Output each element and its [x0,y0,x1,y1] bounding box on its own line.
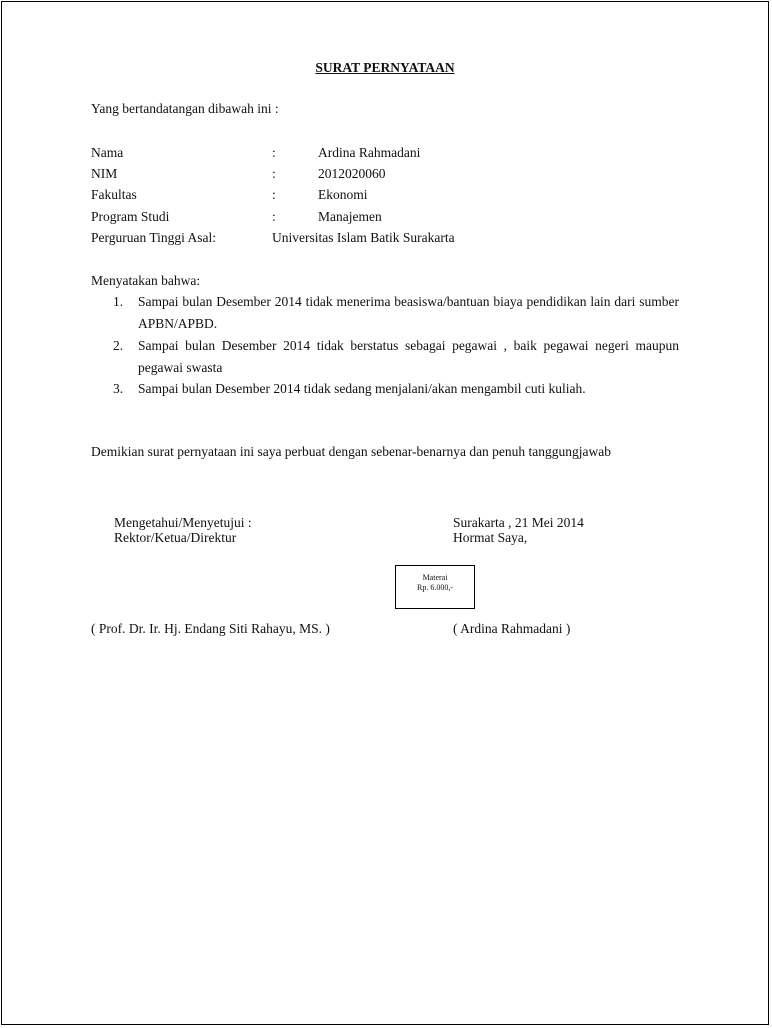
field-colon: : [272,145,276,160]
list-item-text: Sampai bulan Desember 2014 tidak menerima beasiswa/bantuan biaya pendidikan lain dari sumber APBN/APBD. [138,294,679,331]
list-item-number: 3. [113,381,124,396]
field-label-nama: Nama [91,145,124,160]
place-date: Surakarta , 21 Mei 2014 [453,515,584,530]
approver-title: Rektor/Ketua/Direktur [114,530,237,545]
field-value-program-studi: Manajemen [318,209,382,224]
list-item-text: Sampai bulan Desember 2014 tidak sedang menjalani/akan mengambil cuti kuliah. [138,381,586,396]
field-colon: : [272,166,276,181]
signer-name: ( Ardina Rahmadani ) [453,621,571,636]
list-item-number: 2. [113,338,124,353]
intro-text: Yang bertandatangan dibawah ini : [91,101,279,116]
field-label-text: Perguruan Tinggi Asal [91,230,213,245]
list-item-number: 1. [113,294,124,309]
field-value-fakultas: Ekonomi [318,187,368,202]
statement-heading: Menyatakan bahwa: [91,273,201,288]
approval-label: Mengetahui/Menyetujui : [114,515,252,530]
regards-text: Hormat Saya, [453,530,528,545]
closing-text: Demikian surat pernyataan ini saya perbuat dengan sebenar-benarnya dan penuh tanggungjawab [91,444,612,459]
stamp-box [395,565,475,609]
field-label-perguruan-tinggi [91,230,216,246]
field-value-nama: Ardina Rahmadani [318,145,421,160]
field-value-perguruan-tinggi: Universitas Islam Batik Surakarta [272,230,455,245]
field-colon: : [272,209,276,224]
list-item-text: Sampai bulan Desember 2014 tidak berstatus sebagai pegawai , baik pegawai negeri maupun pegawai swasta [138,338,679,375]
field-label-program-studi: Program Studi [91,209,170,224]
field-label-fakultas: Fakultas [91,187,137,202]
field-label-nim: NIM [91,166,118,181]
field-colon: : [212,230,217,245]
document-title: SURAT PERNYATAAN [315,60,455,75]
field-colon: : [272,187,276,202]
approver-name: ( Prof. Dr. Ir. Hj. Endang Siti Rahayu, MS. ) [91,621,330,636]
field-value-nim: 2012020060 [318,166,386,181]
stamp-amount: Rp. 6.000,- [417,583,453,592]
stamp-label: Materai [422,573,448,582]
